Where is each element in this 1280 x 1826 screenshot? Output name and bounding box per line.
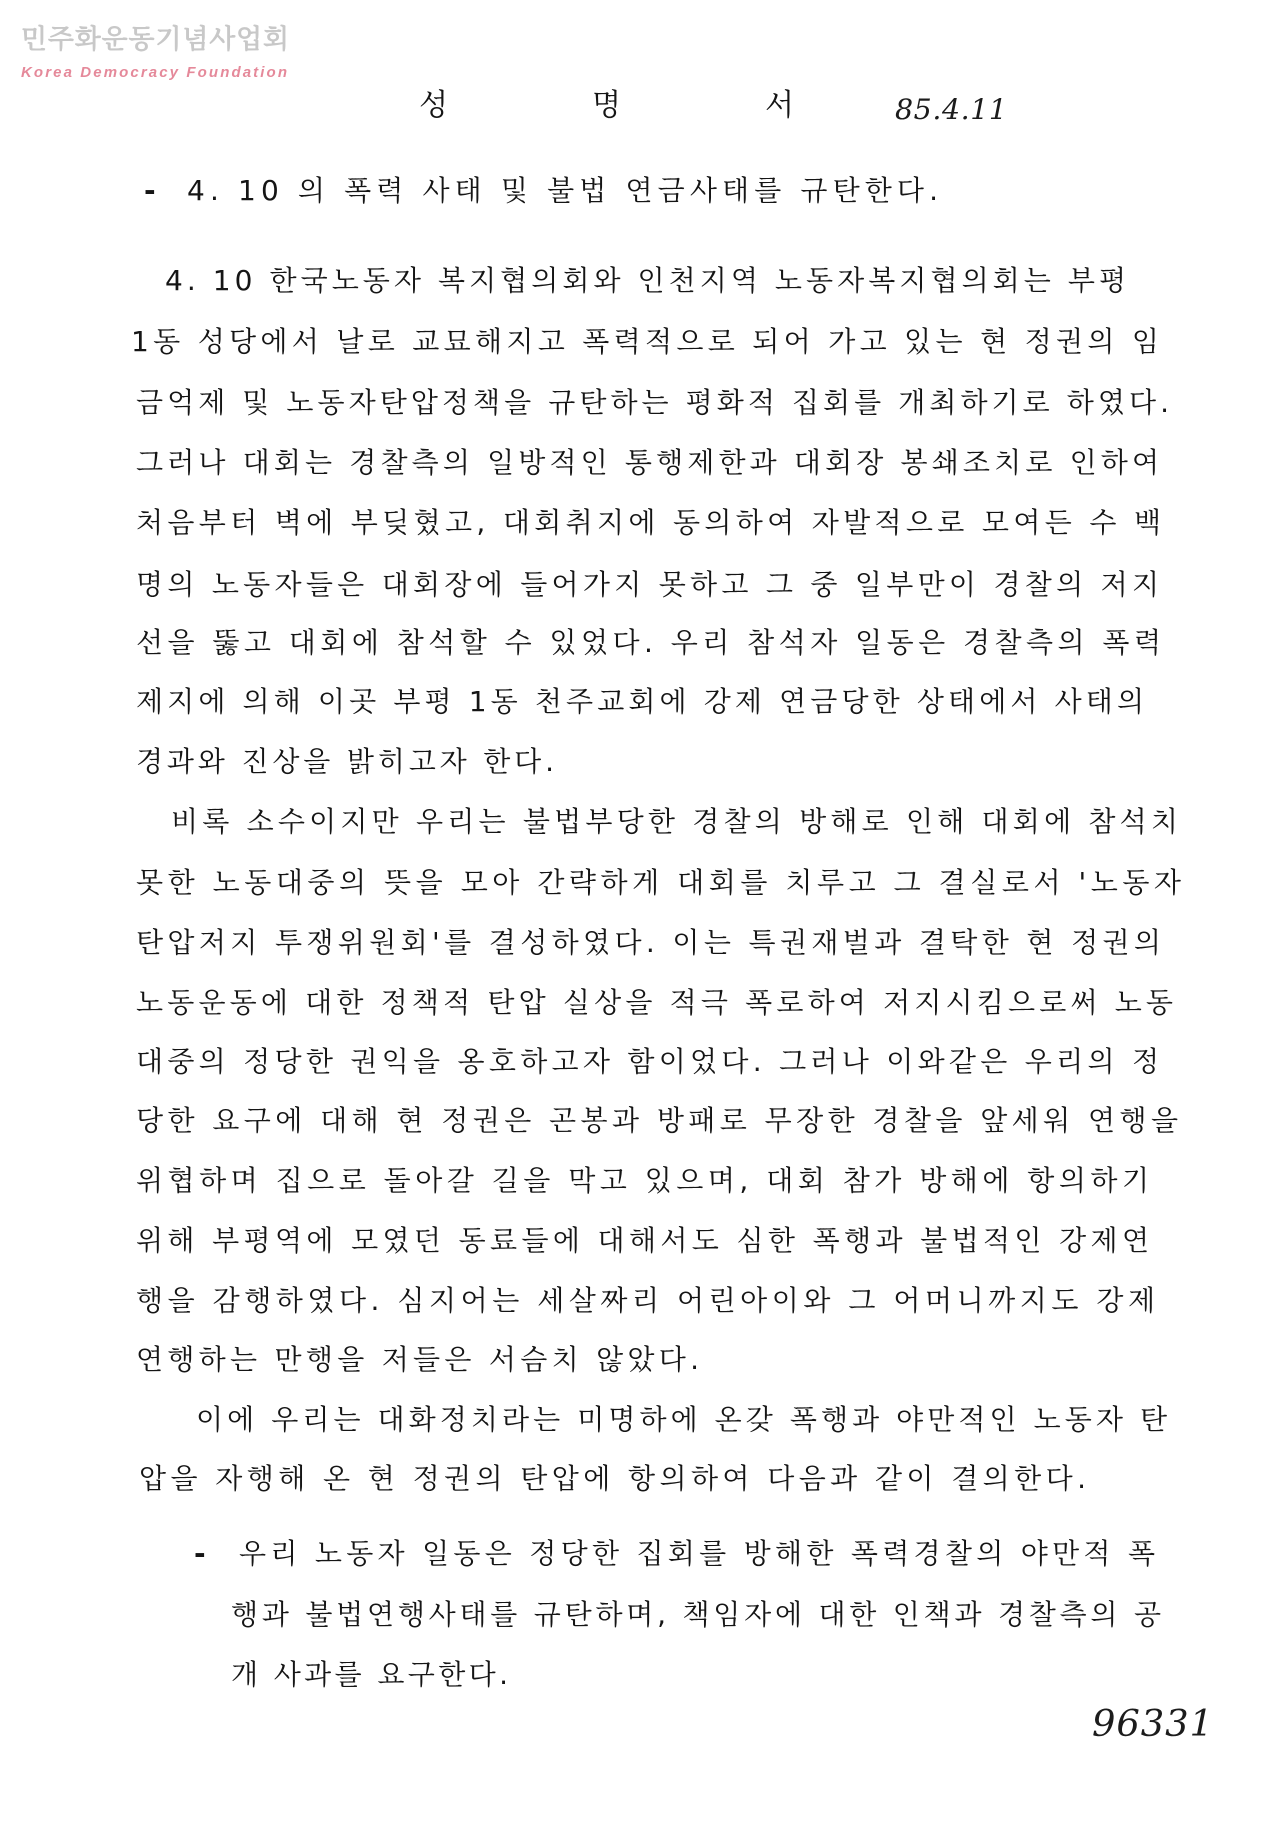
paragraph-3-line-1: 이에 우리는 대화정치라는 미명하에 온갖 폭행과 야만적인 노동자 탄 <box>196 1403 1172 1436</box>
paragraph-2-line-3: 탄압저지 투쟁위원회'를 결성하였다. 이는 특권재벌과 결탁한 현 정권의 <box>136 926 1166 959</box>
paragraph-2-line-7: 위협하며 집으로 돌아갈 길을 막고 있으며, 대회 참가 방해에 항의하기 <box>136 1164 1154 1197</box>
paragraph-1-line-8: 제지에 의해 이곳 부평 1동 천주교회에 강제 연금당한 상태에서 사태의 <box>136 685 1149 718</box>
handwritten-date: 85.4.11 <box>895 93 1008 126</box>
paragraph-1-line-1: 4. 10 한국노동자 복지협의회와 인천지역 노동자복지협의회는 부평 <box>165 264 1131 297</box>
subtitle-bullet: - <box>144 174 156 207</box>
paragraph-1-line-4: 그러나 대회는 경찰측의 일방적인 통행제한과 대회장 봉쇄조치로 인하여 <box>136 446 1164 479</box>
paragraph-1-line-3: 금억제 및 노동자탄압정책을 규탄하는 평화적 집회를 개최하기로 하였다. <box>136 386 1174 419</box>
paragraph-1-line-6: 명의 노동자들은 대회장에 들어가지 못하고 그 중 일부만이 경찰의 저지 <box>136 568 1164 601</box>
paragraph-2-line-5: 대중의 정당한 권익을 옹호하고자 함이었다. 그러나 이와같은 우리의 정 <box>136 1045 1164 1078</box>
handwritten-archive-number: 96331 <box>1092 1702 1214 1745</box>
paragraph-1-line-7: 선을 뚫고 대회에 참석할 수 있었다. 우리 참석자 일동은 경찰측의 폭력 <box>136 626 1166 659</box>
watermark-org-name-en: Korea Democracy Foundation <box>21 64 290 81</box>
resolution-line-2: 행과 불법연행사태를 규탄하며, 책임자에 대한 인책과 경찰측의 공 <box>231 1598 1165 1631</box>
paragraph-2-line-1: 비록 소수이지만 우리는 불법부당한 경찰의 방해로 인해 대회에 참석치 <box>171 805 1183 838</box>
paragraph-2-line-8: 위해 부평역에 모였던 동료들에 대해서도 심한 폭행과 불법적인 강제연 <box>136 1224 1154 1257</box>
resolution-line-3: 개 사과를 요구한다. <box>231 1658 512 1691</box>
document-title: 성 명 서 <box>419 88 862 123</box>
resolution-bullet: - <box>194 1537 206 1570</box>
paragraph-1-line-9: 경과와 진상을 밝히고자 한다. <box>136 745 558 778</box>
paragraph-3-line-2: 압을 자행해 온 현 정권의 탄압에 항의하여 다음과 같이 결의한다. <box>139 1462 1091 1495</box>
subtitle-text: 4. 10 의 폭력 사태 및 불법 연금사태를 규탄한다. <box>187 174 944 207</box>
paragraph-2-line-2: 못한 노동대중의 뜻을 모아 간략하게 대회를 치루고 그 결실로서 '노동자 <box>136 866 1186 899</box>
paragraph-2-line-4: 노동운동에 대한 정책적 탄압 실상을 적극 폭로하여 저지시킴으로써 노동 <box>136 986 1178 1019</box>
watermark-org-name-ko: 민주화운동기념사업회 <box>21 24 290 55</box>
paragraph-1-line-2: 1동 성당에서 날로 교묘해지고 폭력적으로 되어 가고 있는 현 정권의 임 <box>131 325 1164 358</box>
paragraph-2-line-6: 당한 요구에 대해 현 정권은 곤봉과 방패로 무장한 경찰을 앞세워 연행을 <box>136 1104 1183 1137</box>
paragraph-2-line-10: 연행하는 만행을 저들은 서슴치 않았다. <box>136 1343 704 1376</box>
paragraph-1-line-5: 처음부터 벽에 부딪혔고, 대회취지에 동의하여 자발적으로 모여든 수 백 <box>136 506 1166 539</box>
resolution-line-1: 우리 노동자 일동은 정당한 집회를 방해한 폭력경찰의 야만적 폭 <box>239 1537 1160 1570</box>
paragraph-2-line-9: 행을 감행하였다. 심지어는 세살짜리 어린아이와 그 어머니까지도 강제 <box>136 1284 1160 1317</box>
